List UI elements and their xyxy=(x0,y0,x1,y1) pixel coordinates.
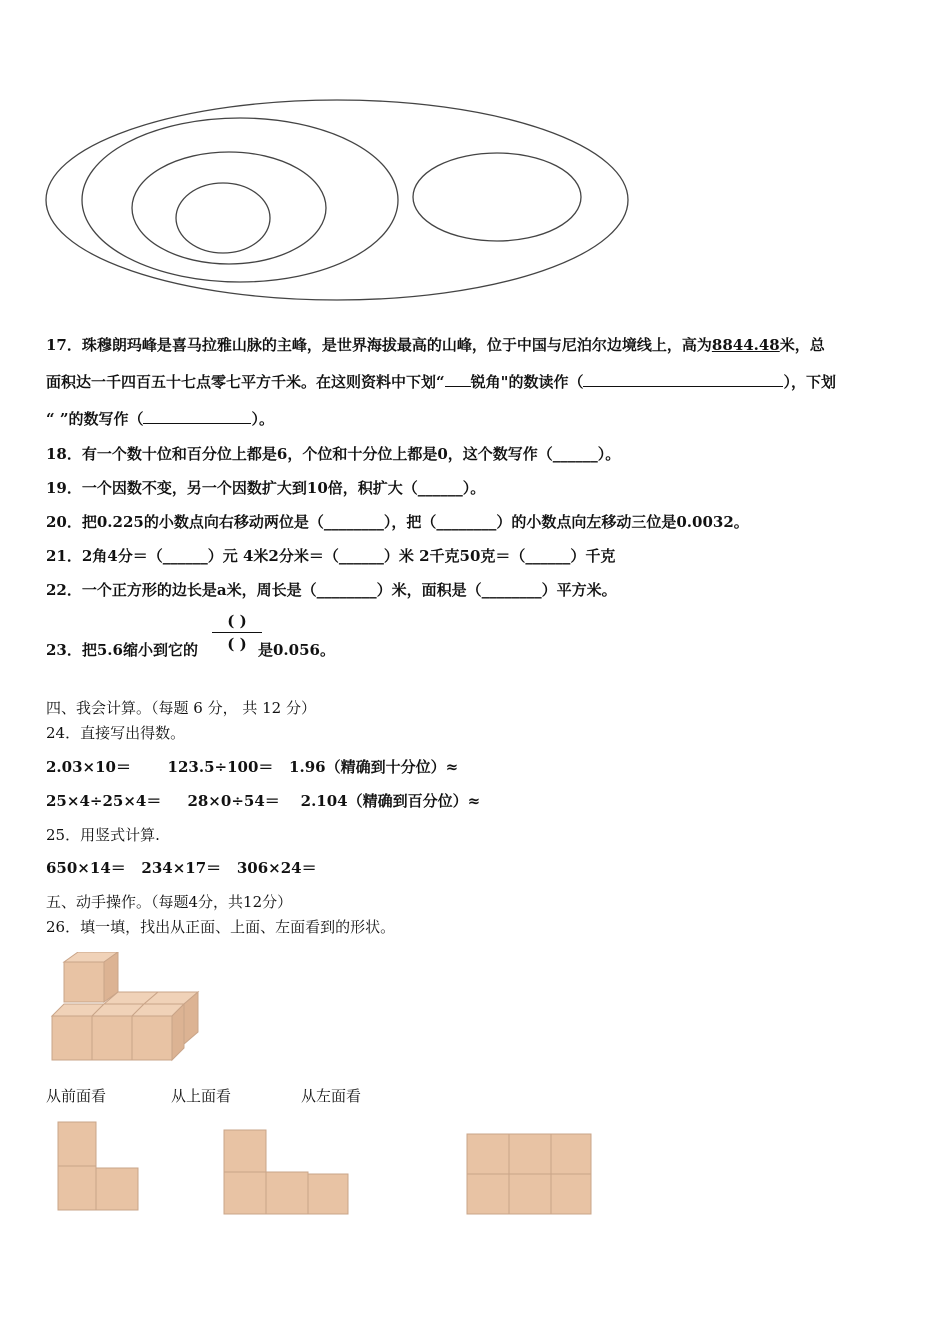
question-24-row1: 2.03×10＝ 123.5÷100＝ 1.96（精确到十分位）≈ xyxy=(46,758,459,776)
large-oval xyxy=(82,118,398,282)
question-26: 26．填一填，找出从正面、上面、左面看到的形状。 xyxy=(46,918,396,936)
cube-stack-figure xyxy=(48,952,208,1064)
question-17-line1: 17．珠穆朗玛峰是喜马拉雅山脉的主峰，是世界海拔最高的山峰，位于中国与尼泊尔边境线上，高为8844.48米，总 xyxy=(46,336,825,354)
fraction xyxy=(210,612,264,653)
question-24-row2: 25×4÷25×4＝ 28×0÷54＝ 2.104（精确到百分位）≈ xyxy=(46,792,481,810)
left-view-shape xyxy=(465,1132,597,1218)
view-label-front: 从前面看 xyxy=(46,1087,107,1105)
question-24: 24．直接写出得数。 xyxy=(46,724,186,742)
question-25: 25．用竖式计算. xyxy=(46,826,160,844)
question-22: 22．一个正方形的边长是a米，周长是（________）米，面积是（________）平方米。 xyxy=(46,581,617,599)
front-view-shape xyxy=(56,1120,146,1216)
view-label-top: 从上面看 xyxy=(171,1087,232,1105)
section-5-heading: 五、动手操作。（每题4分，共12分） xyxy=(46,893,293,911)
question-25-row: 650×14＝ 234×17＝ 306×24＝ xyxy=(46,859,317,877)
question-20: 20．把0.225的小数点向右移动两位是（________），把（________）的小数点向左移动三位是0.0032。 xyxy=(46,513,749,531)
right-oval xyxy=(413,153,581,241)
question-21: 21．2角4分＝（______）元 4米2分米＝（______）米 2千克50克＝（______）千克 xyxy=(46,547,616,565)
question-19: 19．一个因数不变，另一个因数扩大到10倍，积扩大（______）。 xyxy=(46,479,486,497)
fraction-denominator: ( ) xyxy=(227,635,247,653)
question-17-line2: 面积达一千四百五十七点零七平方千米。在这则资料中下划“ 锐角"的数读作（ ），下划 xyxy=(46,373,836,391)
ovals-diagram xyxy=(40,95,640,310)
medium-oval xyxy=(132,152,326,264)
question-17-line3: “ ”的数写作（ ）。 xyxy=(46,410,274,428)
height-value: 8844.48 xyxy=(711,336,780,354)
view-label-left: 从左面看 xyxy=(301,1087,362,1105)
section-4-heading: 四、我会计算。（每题 6 分， 共 12 分） xyxy=(46,699,316,717)
question-23: 23．把5.6缩小到它的 是0.056。 xyxy=(46,641,335,659)
fraction-numerator: ( ) xyxy=(227,612,247,630)
question-18: 18．有一个数十位和百分位上都是6，个位和十分位上都是0，这个数写作（______）。 xyxy=(46,445,621,463)
top-view-shape xyxy=(222,1128,354,1220)
small-oval xyxy=(176,183,270,253)
